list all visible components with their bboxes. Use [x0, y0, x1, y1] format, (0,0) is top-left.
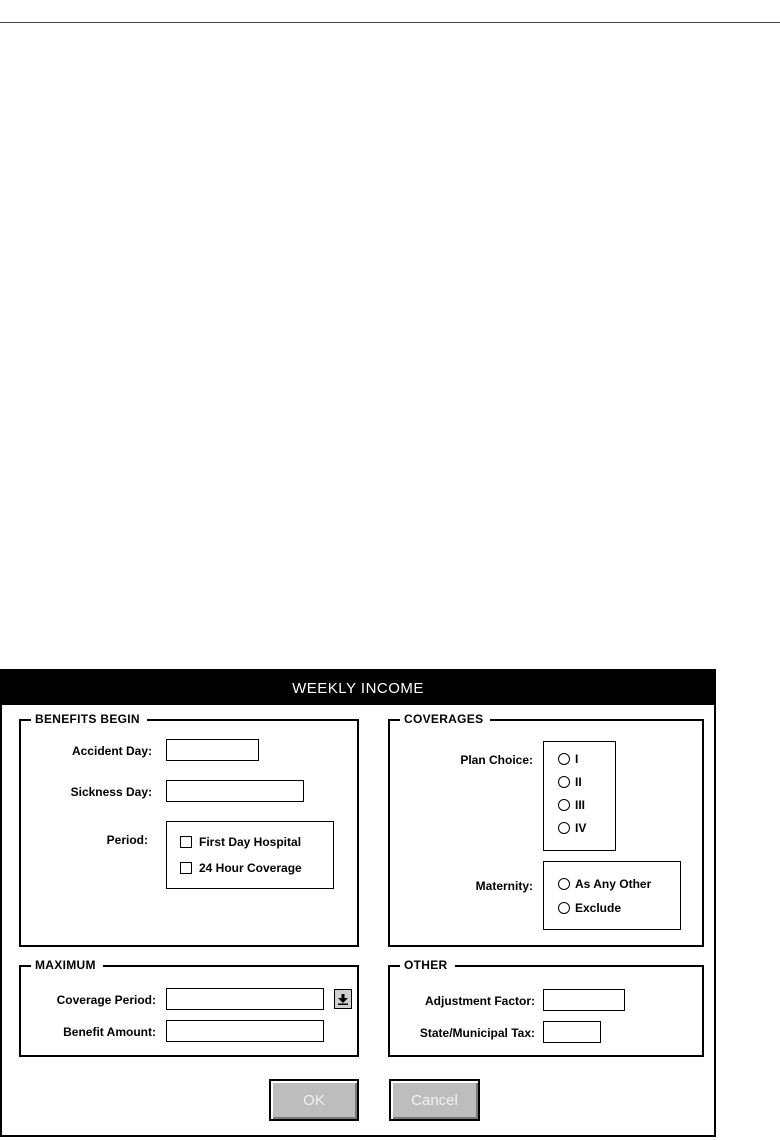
adjustment-factor-input[interactable]: [543, 989, 625, 1011]
coverage-period-label: Coverage Period:: [56, 993, 156, 1007]
top-rule: [0, 22, 780, 23]
plan-choice-radio-iii[interactable]: [558, 798, 585, 812]
state-municipal-tax-label: State/Municipal Tax:: [419, 1026, 535, 1040]
plan-choice-label-iii: III: [575, 798, 586, 812]
benefits-begin-legend: BENEFITS BEGIN: [31, 711, 147, 727]
sickness-day-input[interactable]: [166, 780, 304, 802]
accident-day-input[interactable]: [166, 739, 259, 761]
maternity-box: [543, 861, 681, 930]
maternity-radio-exclude[interactable]: [558, 901, 621, 915]
24-hour-coverage-label: 24 Hour Coverage: [199, 861, 302, 875]
state-municipal-tax-input[interactable]: [543, 1021, 601, 1043]
ok-button[interactable]: OK: [269, 1079, 359, 1121]
plan-choice-label: Plan Choice:: [460, 753, 533, 767]
maternity-exclude-label: Exclude: [575, 901, 622, 915]
plan-choice-radio-ii[interactable]: [558, 775, 582, 789]
maternity-label: Maternity:: [475, 879, 533, 893]
first-day-hospital-checkbox[interactable]: [180, 835, 301, 849]
maximum-legend: MAXIMUM: [31, 957, 103, 973]
radio-button-icon: [558, 822, 570, 834]
plan-choice-radio-iv[interactable]: [558, 821, 586, 835]
maternity-radio-as-any-other[interactable]: [558, 877, 651, 891]
weekly-income-dialog: [0, 669, 716, 1137]
other-group: [388, 958, 704, 1057]
plan-choice-radio-i[interactable]: [558, 752, 578, 766]
accident-day-label: Accident Day:: [71, 744, 152, 758]
benefit-amount-input[interactable]: [166, 1020, 324, 1042]
coverages-legend: COVERAGES: [400, 711, 490, 727]
maternity-as-any-other-label: As Any Other: [575, 877, 652, 891]
first-day-hospital-label: First Day Hospital: [199, 835, 302, 849]
plan-choice-label-iv: IV: [575, 821, 587, 835]
plan-choice-label-i: I: [575, 752, 579, 766]
checkbox-icon: [180, 836, 192, 848]
dialog-title: WEEKLY INCOME: [292, 679, 424, 697]
radio-button-icon: [558, 902, 570, 914]
plan-choice-label-ii: II: [575, 775, 582, 789]
radio-button-icon: [558, 753, 570, 765]
radio-button-icon: [558, 799, 570, 811]
period-label: Period:: [106, 833, 148, 847]
benefit-amount-label: Benefit Amount:: [63, 1025, 156, 1039]
checkbox-icon: [180, 862, 192, 874]
dropdown-arrow-icon: [338, 994, 348, 1005]
24-hour-coverage-checkbox[interactable]: [180, 861, 302, 875]
dialog-title-bar: [2, 671, 714, 705]
coverage-period-input[interactable]: [166, 988, 324, 1010]
radio-button-icon: [558, 776, 570, 788]
cancel-button[interactable]: Cancel: [389, 1079, 480, 1121]
coverage-period-dropdown-button[interactable]: [334, 989, 352, 1009]
maximum-group: [19, 958, 359, 1057]
sickness-day-label: Sickness Day:: [70, 785, 152, 799]
adjustment-factor-label: Adjustment Factor:: [424, 994, 535, 1008]
period-options-box: [166, 821, 334, 889]
other-legend: OTHER: [400, 957, 455, 973]
radio-button-icon: [558, 878, 570, 890]
